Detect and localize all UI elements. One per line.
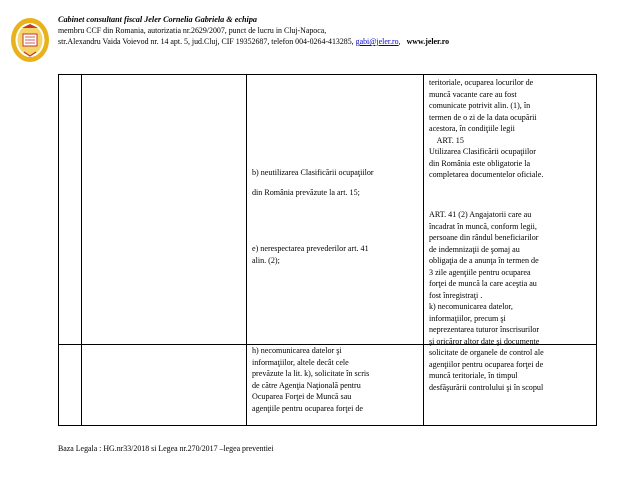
cell-line: teritoriale, ocuparea locurilor de (429, 78, 534, 87)
cell-line: de către Agenţia Naţională pentru (252, 380, 361, 390)
cell-line: fost înregistraţi . (429, 290, 483, 300)
cell-line: comunicate potrivit alin. (1), în (429, 101, 531, 110)
cell-line: muncă vacante care au fost (429, 89, 517, 99)
cell-line: Utilizarea Clasificării ocupaţiilor (429, 147, 536, 156)
cell-line: Ocuparea Forţei de Muncă sau (252, 392, 352, 401)
cell-line: din România prevăzute la art. 15; (252, 187, 360, 197)
table-col-divider (81, 75, 82, 425)
cell-line: b) neutilizarea Clasificării ocupaţiilor (252, 168, 374, 177)
company-logo-seal-icon (10, 16, 50, 64)
cell-line: muncă teritoriale, în timpul (429, 371, 518, 380)
cell-line: agenţiilor pentru ocuparea forţei de (429, 359, 544, 369)
cell-line: informaţiilor, altele decât cele (252, 357, 349, 367)
cell-line: şi oricăror altor date şi documente (429, 336, 540, 346)
cell-line: persoane din rândul beneficiarilor (429, 233, 539, 242)
table-cell-point-b (252, 167, 428, 198)
website-link[interactable]: www.jeler.ro (406, 37, 450, 46)
legal-table (58, 74, 597, 426)
cell-line: forţei de muncă la care aceştia au (429, 279, 537, 288)
cell-line: neprezentarea tuturor înscrisurilor (429, 325, 540, 334)
cell-line: solicitate de organele de control ale (429, 348, 544, 357)
table-col-divider (246, 75, 247, 425)
table-cell-law-text-2 (429, 209, 593, 393)
cell-line: prevăzute la lit. k), solicitate în scris (252, 369, 370, 378)
table-cell-law-text-1 (429, 77, 593, 181)
cell-line: termen de o zi de la data ocupării (429, 112, 537, 122)
cell-line: desfăşurării controlului şi în scopul (429, 382, 544, 392)
cell-line: 3 zile agenţiile pentru ocuparea (429, 267, 531, 277)
header-address: str.Alexandru Vaida Voievod nr. 14 apt. 5, jud.Cluj, CIF 19352687, telefon 004-0264-413285, (58, 37, 354, 46)
table-cell-point-h (252, 345, 428, 414)
cell-line: din România este obligatorie la (429, 158, 531, 168)
cell-line: ART. 15 (429, 135, 464, 145)
header-title: Cabinet consultant fiscal Jeler Cornelia Gabriela & echipa (58, 15, 258, 24)
cell-line: acestora, în condiţiile legii (429, 124, 515, 133)
header-line-1: membru CCF din Romania, autorizatia nr.2629/2007, punct de lucru in Cluj-Napoca, (58, 26, 327, 35)
cell-line: agenţiile pentru ocuparea forţei de (252, 403, 364, 413)
cell-line: alin. (2); (252, 255, 280, 265)
table-cell-point-e (252, 243, 428, 266)
cell-line: k) necomunicarea datelor, (429, 302, 513, 311)
cell-line: h) necomunicarea datelor şi (252, 346, 342, 355)
cell-line: ART. 41 (2) Angajatorii care au (429, 210, 532, 219)
cell-line: e) nerespectarea prevederilor art. 41 (252, 244, 369, 253)
email-link[interactable]: gabi@jeler.ro (355, 37, 399, 46)
footer-legal-basis: Baza Legala : HG.nr33/2018 si Legea nr.270/2017 –legea preventiei (58, 444, 274, 453)
cell-line: completarea documentelor oficiale. (429, 170, 544, 179)
cell-line: obligaţia de a anunţa în termen de (429, 256, 539, 265)
header-line-2: str.Alexandru Vaida Voievod nr. 14 apt. 5, jud.Cluj, CIF 19352687, telefon 004-0264-413285, gabi@jeler.ro, www.jeler.ro (58, 37, 450, 46)
cell-line: de indemnizaţii de şomaj au (429, 244, 520, 254)
cell-line: încadrat în muncă, conform legii, (429, 221, 537, 231)
cell-line: informaţiilor, precum şi (429, 313, 506, 323)
document-header (58, 14, 633, 47)
